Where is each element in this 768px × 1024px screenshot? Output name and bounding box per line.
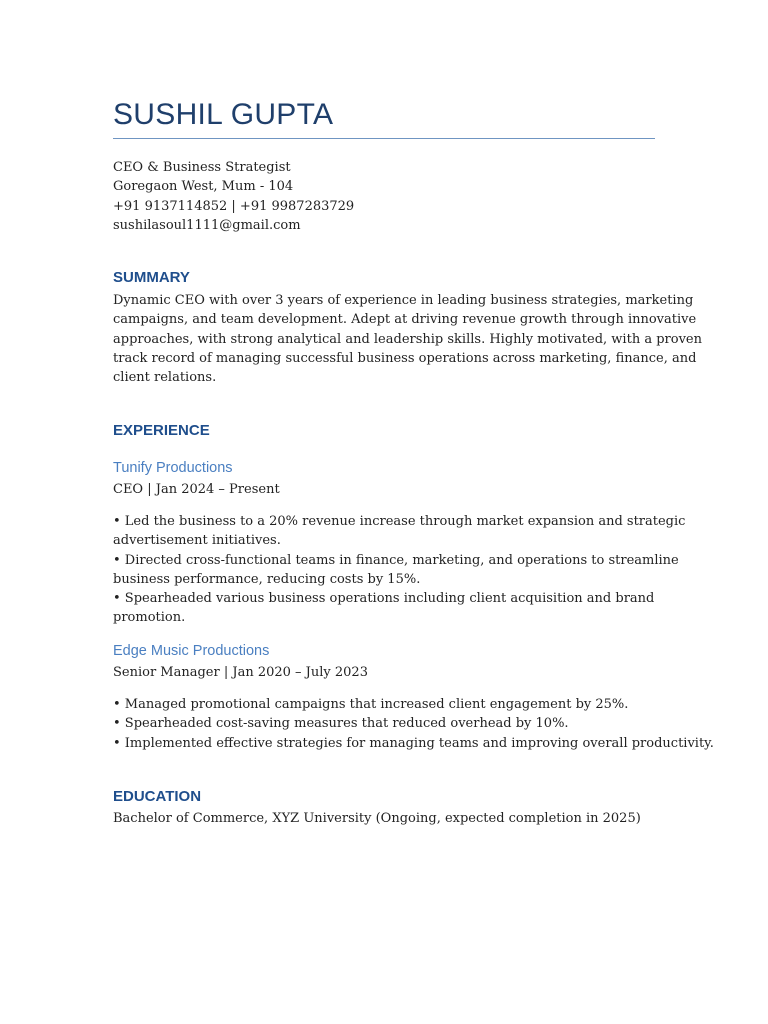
bullet-line: • Implemented effective strategies for managing teams and improving overall productivity. — [113, 735, 714, 751]
summary-line: track record of managing successful business operations across marketing, finance, and — [113, 350, 697, 366]
job-bullets — [113, 512, 685, 628]
education-heading: EDUCATION — [113, 788, 202, 805]
address: Goregaon West, Mum - 104 — [113, 179, 294, 195]
bullet-line: business performance, reducing costs by 15%. — [113, 571, 421, 587]
role-dates: Senior Manager | Jan 2020 – July 2023 — [113, 665, 368, 680]
company-name: Edge Music Productions — [113, 643, 270, 659]
education-entry — [113, 809, 641, 828]
summary-line: approaches, with strong analytical and leadership skills. Highly motivated, with a proven — [113, 331, 702, 347]
summary-line: Dynamic CEO with over 3 years of experience in leading business strategies, marketing — [113, 293, 694, 308]
company-name: Tunify Productions — [113, 460, 233, 476]
bullet-line: • Directed cross-functional teams in finance, marketing, and operations to streamline — [113, 552, 679, 568]
bullet-line: advertisement initiatives. — [113, 533, 281, 549]
bullet-line: • Spearheaded various business operations including client acquisition and brand — [113, 591, 655, 607]
bullet-line: • Managed promotional campaigns that increased client engagement by 25%. — [113, 697, 629, 712]
role-dates: CEO | Jan 2024 – Present — [113, 482, 280, 497]
job-role — [113, 480, 280, 499]
job-title: CEO & Business Strategist — [113, 160, 291, 175]
bullet-line: promotion. — [113, 610, 186, 626]
summary-text — [113, 291, 702, 387]
header-divider — [113, 138, 655, 139]
summary-line: campaigns, and team development. Adept at driving revenue growth through innovative — [113, 312, 697, 328]
bullet-line: • Led the business to a 20% revenue increase through market expansion and strategic — [113, 514, 686, 529]
summary-line: client relations. — [113, 370, 217, 386]
email-address: sushilasoul1111@gmail.com — [113, 217, 301, 233]
job-role — [113, 663, 368, 682]
candidate-name: SUSHIL GUPTA — [113, 98, 334, 131]
phone-numbers: +91 9137114852 | +91 9987283729 — [113, 198, 355, 214]
contact-block — [113, 158, 354, 235]
degree-line: Bachelor of Commerce, XYZ University (Ongoing, expected completion in 2025) — [113, 811, 641, 826]
job-bullets — [113, 695, 714, 753]
experience-heading: EXPERIENCE — [113, 422, 210, 439]
summary-heading: SUMMARY — [113, 269, 190, 286]
bullet-line: • Spearheaded cost-saving measures that reduced overhead by 10%. — [113, 716, 569, 732]
